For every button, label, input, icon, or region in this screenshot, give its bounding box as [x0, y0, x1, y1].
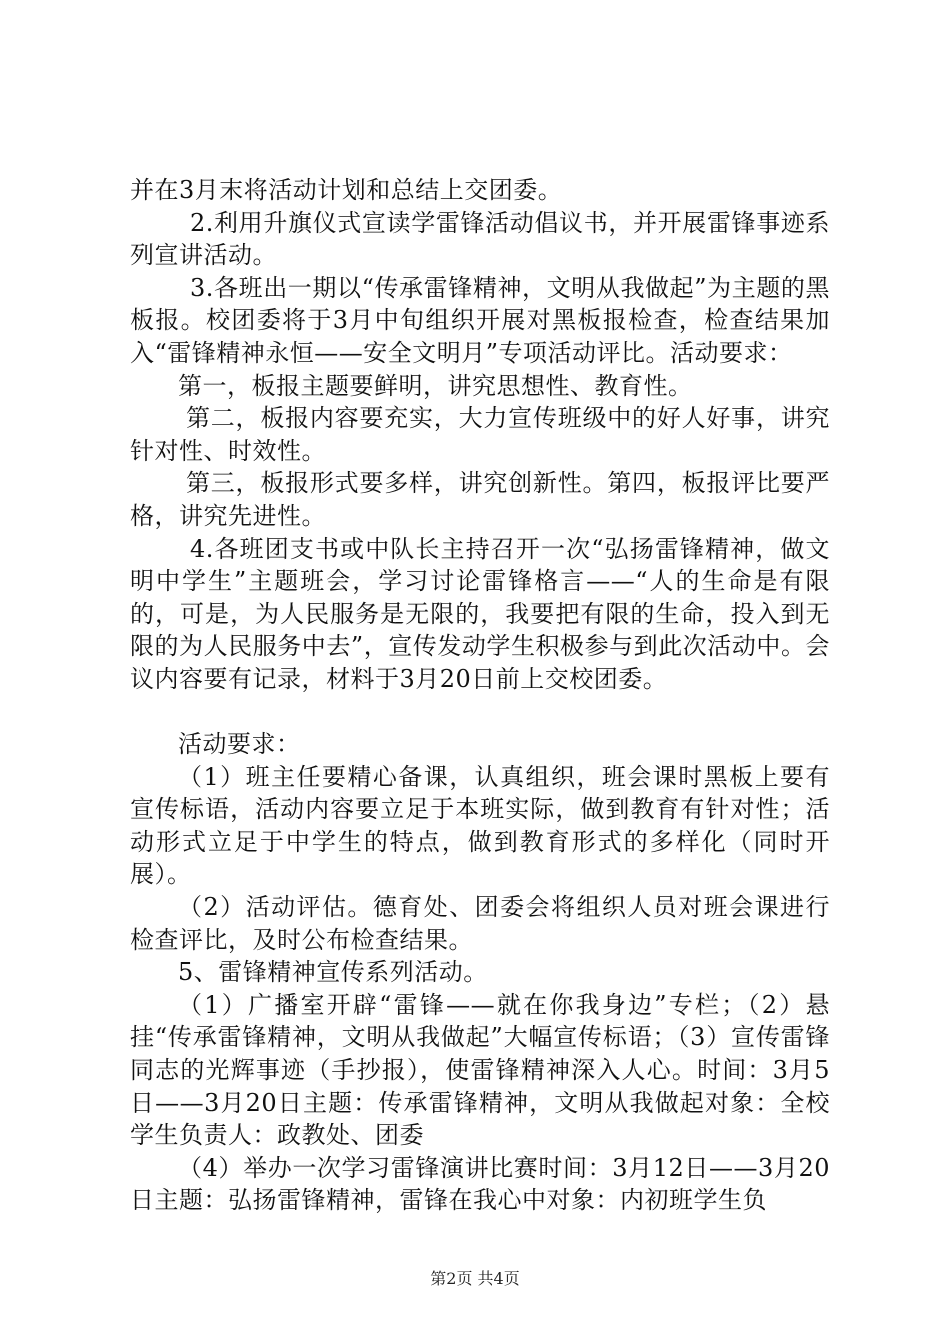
paragraph-11: 5、雷锋精神宣传系列活动。 [178, 958, 488, 987]
paragraph-5: 第二，板报内容要充实，大力宣传班级中的好人好事，讲究针对性、时效性。 [130, 404, 830, 465]
paragraph-2: 2.利用升旗仪式宣读学雷锋活动倡议书，并开展雷锋事迹系列宣讲活动。 [130, 208, 830, 270]
paragraph-3: 3.各班出一期以“传承雷锋精神，文明从我做起”为主题的黑板报。校团委将于3月中旬组织开展对黑板报检查，检查结果加入“雷锋精神永恒——安全文明月”专项活动评比。活动要求： [130, 273, 830, 367]
paragraph-8: 活动要求： [178, 730, 301, 759]
paragraph-1: 并在3月末将活动计划和总结上交团委。 [130, 176, 563, 204]
page-number-footer: 第2页 共4页 [430, 1269, 520, 1288]
paragraph-4: 第一，板报主题要鲜明，讲究思想性、教育性。 [178, 371, 693, 400]
paragraph-12: （1）广播室开辟“雷锋——就在你我身边”专栏；（2）悬挂“传承雷锋精神，文明从我做起”大幅宣传标语；（3）宣传雷锋同志的光辉事迹（手抄报），使雷锋精神深入人心。时间：3月5日——3月20日主题：传承雷锋精神，文明从我做起对象：全校学生负责人：政教处、团委 [130, 990, 830, 1150]
paragraph-13: （4）举办一次学习雷锋演讲比赛时间：3月12日——3月20日主题：弘扬雷锋精神，雷锋在我心中对象：内初班学生负 [130, 1153, 830, 1215]
paragraph-10: （2）活动评估。德育处、团委会将组织人员对班会课进行检查评比，及时公布检查结果。 [130, 893, 830, 954]
paragraph-7: 4.各班团支书或中队长主持召开一次“弘扬雷锋精神，做文明中学生”主题班会，学习讨论雷锋格言——“人的生命是有限的，可是，为人民服务是无限的，我要把有限的生命，投入到无限的为人民服务中去”，宣传发动学生积极参与到此次活动中。会议内容要有记录，材料于3月20日前上交校团委。 [130, 534, 830, 693]
paragraph-9: （1）班主任要精心备课，认真组织，班会课时黑板上要有宣传标语，活动内容要立足于本班实际，做到教育有针对性；活动形式立足于中学生的特点，做到教育形式的多样化（同时开展）。 [130, 762, 830, 889]
paragraph-6: 第三，板报形式要多样，讲究创新性。第四，板报评比要严格，讲究先进性。 [130, 469, 830, 530]
blank-line [130, 696, 830, 729]
document-body [130, 174, 830, 1217]
